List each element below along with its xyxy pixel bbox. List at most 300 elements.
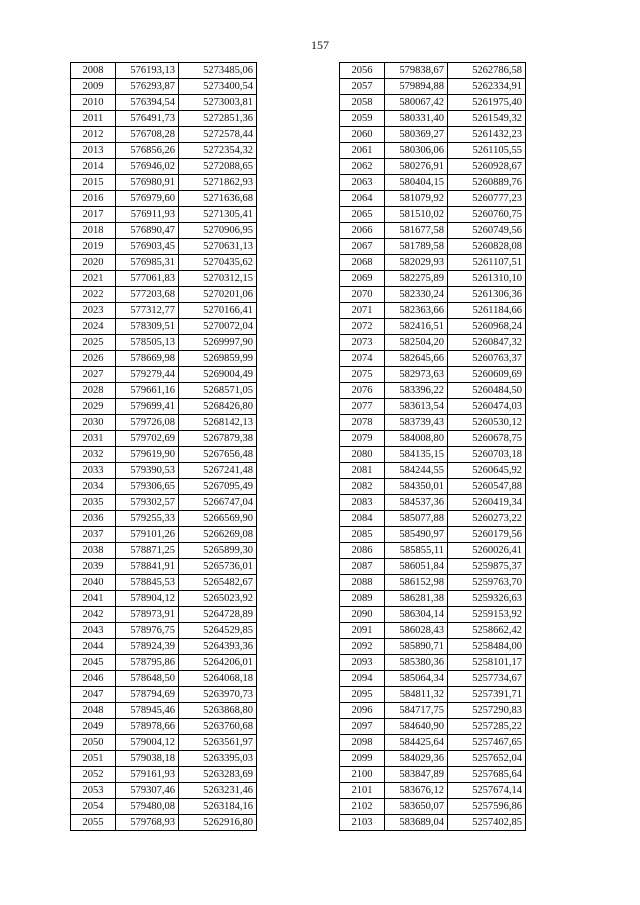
table-row — [340, 511, 526, 527]
x-coordinate-cell: 584135,15 — [385, 447, 448, 463]
coordinates-table-left — [70, 62, 257, 831]
y-coordinate-cell: 5270435,62 — [179, 255, 257, 271]
point-number-cell: 2014 — [71, 159, 116, 175]
x-coordinate-cell: 583739,43 — [385, 415, 448, 431]
table-row — [71, 559, 257, 575]
point-number-cell: 2055 — [71, 815, 116, 831]
point-number-cell: 2039 — [71, 559, 116, 575]
point-number-cell: 2076 — [340, 383, 385, 399]
y-coordinate-cell: 5257734,67 — [448, 671, 526, 687]
point-number-cell: 2015 — [71, 175, 116, 191]
y-coordinate-cell: 5260484,50 — [448, 383, 526, 399]
y-coordinate-cell: 5260530,12 — [448, 415, 526, 431]
point-number-cell: 2021 — [71, 271, 116, 287]
x-coordinate-cell: 580369,27 — [385, 127, 448, 143]
x-coordinate-cell: 578945,46 — [116, 703, 179, 719]
x-coordinate-cell: 580404,15 — [385, 175, 448, 191]
point-number-cell: 2031 — [71, 431, 116, 447]
x-coordinate-cell: 576911,93 — [116, 207, 179, 223]
y-coordinate-cell: 5263970,73 — [179, 687, 257, 703]
x-coordinate-cell: 576985,31 — [116, 255, 179, 271]
y-coordinate-cell: 5258484,00 — [448, 639, 526, 655]
x-coordinate-cell: 579702,69 — [116, 431, 179, 447]
point-number-cell: 2036 — [71, 511, 116, 527]
y-coordinate-cell: 5264206,01 — [179, 655, 257, 671]
point-number-cell: 2072 — [340, 319, 385, 335]
y-coordinate-cell: 5271862,93 — [179, 175, 257, 191]
x-coordinate-cell: 586028,43 — [385, 623, 448, 639]
point-number-cell: 2068 — [340, 255, 385, 271]
point-number-cell: 2079 — [340, 431, 385, 447]
y-coordinate-cell: 5266269,08 — [179, 527, 257, 543]
y-coordinate-cell: 5273485,06 — [179, 63, 257, 79]
y-coordinate-cell: 5263395,03 — [179, 751, 257, 767]
y-coordinate-cell: 5260179,56 — [448, 527, 526, 543]
x-coordinate-cell: 582645,66 — [385, 351, 448, 367]
point-number-cell: 2102 — [340, 799, 385, 815]
y-coordinate-cell: 5263231,46 — [179, 783, 257, 799]
x-coordinate-cell: 585855,11 — [385, 543, 448, 559]
y-coordinate-cell: 5260889,76 — [448, 175, 526, 191]
y-coordinate-cell: 5262786,58 — [448, 63, 526, 79]
table-row — [71, 367, 257, 383]
table-row — [340, 175, 526, 191]
y-coordinate-cell: 5263760,68 — [179, 719, 257, 735]
point-number-cell: 2093 — [340, 655, 385, 671]
table-row — [71, 671, 257, 687]
y-coordinate-cell: 5257285,22 — [448, 719, 526, 735]
y-coordinate-cell: 5260609,69 — [448, 367, 526, 383]
point-number-cell: 2053 — [71, 783, 116, 799]
x-coordinate-cell: 578973,91 — [116, 607, 179, 623]
y-coordinate-cell: 5257685,64 — [448, 767, 526, 783]
x-coordinate-cell: 586281,38 — [385, 591, 448, 607]
page-number: 157 — [311, 38, 329, 52]
x-coordinate-cell: 583847,89 — [385, 767, 448, 783]
x-coordinate-cell: 584350,01 — [385, 479, 448, 495]
point-number-cell: 2008 — [71, 63, 116, 79]
y-coordinate-cell: 5268426,80 — [179, 399, 257, 415]
table-row — [340, 367, 526, 383]
point-number-cell: 2028 — [71, 383, 116, 399]
x-coordinate-cell: 585490,97 — [385, 527, 448, 543]
table-row — [71, 79, 257, 95]
y-coordinate-cell: 5263283,69 — [179, 767, 257, 783]
y-coordinate-cell: 5270201,06 — [179, 287, 257, 303]
table-row — [71, 95, 257, 111]
x-coordinate-cell: 582275,89 — [385, 271, 448, 287]
table-row — [71, 127, 257, 143]
point-number-cell: 2019 — [71, 239, 116, 255]
point-number-cell: 2037 — [71, 527, 116, 543]
table-row — [340, 239, 526, 255]
table-row — [71, 623, 257, 639]
y-coordinate-cell: 5269004,49 — [179, 367, 257, 383]
point-number-cell: 2081 — [340, 463, 385, 479]
y-coordinate-cell: 5270312,15 — [179, 271, 257, 287]
y-coordinate-cell: 5260273,22 — [448, 511, 526, 527]
table-row — [340, 223, 526, 239]
point-number-cell: 2069 — [340, 271, 385, 287]
x-coordinate-cell: 580276,91 — [385, 159, 448, 175]
point-number-cell: 2052 — [71, 767, 116, 783]
x-coordinate-cell: 578795,86 — [116, 655, 179, 671]
x-coordinate-cell: 578648,50 — [116, 671, 179, 687]
y-coordinate-cell: 5260026,41 — [448, 543, 526, 559]
x-coordinate-cell: 581677,58 — [385, 223, 448, 239]
x-coordinate-cell: 578505,13 — [116, 335, 179, 351]
table-row — [340, 687, 526, 703]
table-row — [71, 399, 257, 415]
table-row — [71, 159, 257, 175]
x-coordinate-cell: 579004,12 — [116, 735, 179, 751]
point-number-cell: 2025 — [71, 335, 116, 351]
x-coordinate-cell: 584029,36 — [385, 751, 448, 767]
x-coordinate-cell: 578904,12 — [116, 591, 179, 607]
point-number-cell: 2047 — [71, 687, 116, 703]
x-coordinate-cell: 586051,84 — [385, 559, 448, 575]
point-number-cell: 2018 — [71, 223, 116, 239]
x-coordinate-cell: 583650,07 — [385, 799, 448, 815]
y-coordinate-cell: 5259763,70 — [448, 575, 526, 591]
point-number-cell: 2088 — [340, 575, 385, 591]
point-number-cell: 2066 — [340, 223, 385, 239]
x-coordinate-cell: 579302,57 — [116, 495, 179, 511]
y-coordinate-cell: 5257402,85 — [448, 815, 526, 831]
point-number-cell: 2062 — [340, 159, 385, 175]
x-coordinate-cell: 582330,24 — [385, 287, 448, 303]
point-number-cell: 2054 — [71, 799, 116, 815]
table-row — [71, 751, 257, 767]
x-coordinate-cell: 583396,22 — [385, 383, 448, 399]
point-number-cell: 2096 — [340, 703, 385, 719]
y-coordinate-cell: 5257674,14 — [448, 783, 526, 799]
x-coordinate-cell: 586152,98 — [385, 575, 448, 591]
x-coordinate-cell: 578845,53 — [116, 575, 179, 591]
y-coordinate-cell: 5260763,37 — [448, 351, 526, 367]
table-row — [71, 495, 257, 511]
x-coordinate-cell: 584008,80 — [385, 431, 448, 447]
table-row — [71, 799, 257, 815]
y-coordinate-cell: 5260928,67 — [448, 159, 526, 175]
x-coordinate-cell: 576394,54 — [116, 95, 179, 111]
x-coordinate-cell: 576856,26 — [116, 143, 179, 159]
y-coordinate-cell: 5271636,68 — [179, 191, 257, 207]
x-coordinate-cell: 576980,91 — [116, 175, 179, 191]
point-number-cell: 2020 — [71, 255, 116, 271]
x-coordinate-cell: 579480,08 — [116, 799, 179, 815]
x-coordinate-cell: 579390,53 — [116, 463, 179, 479]
x-coordinate-cell: 578309,51 — [116, 319, 179, 335]
y-coordinate-cell: 5264529,85 — [179, 623, 257, 639]
table-row — [340, 79, 526, 95]
y-coordinate-cell: 5260678,75 — [448, 431, 526, 447]
point-number-cell: 2051 — [71, 751, 116, 767]
y-coordinate-cell: 5257467,65 — [448, 735, 526, 751]
table-row — [71, 511, 257, 527]
table-row — [71, 191, 257, 207]
table-row — [71, 687, 257, 703]
point-number-cell: 2043 — [71, 623, 116, 639]
y-coordinate-cell: 5272354,32 — [179, 143, 257, 159]
table-row — [340, 207, 526, 223]
table-row — [340, 287, 526, 303]
point-number-cell: 2059 — [340, 111, 385, 127]
point-number-cell: 2050 — [71, 735, 116, 751]
x-coordinate-cell: 576193,13 — [116, 63, 179, 79]
y-coordinate-cell: 5264393,36 — [179, 639, 257, 655]
x-coordinate-cell: 578924,39 — [116, 639, 179, 655]
point-number-cell: 2092 — [340, 639, 385, 655]
table-row — [71, 351, 257, 367]
table-row — [340, 735, 526, 751]
y-coordinate-cell: 5261310,10 — [448, 271, 526, 287]
y-coordinate-cell: 5260828,08 — [448, 239, 526, 255]
x-coordinate-cell: 584811,32 — [385, 687, 448, 703]
point-number-cell: 2091 — [340, 623, 385, 639]
y-coordinate-cell: 5270072,04 — [179, 319, 257, 335]
x-coordinate-cell: 579768,93 — [116, 815, 179, 831]
table-row — [71, 783, 257, 799]
table-row — [71, 607, 257, 623]
coordinates-table-right-body — [340, 63, 526, 831]
x-coordinate-cell: 579279,44 — [116, 367, 179, 383]
point-number-cell: 2010 — [71, 95, 116, 111]
y-coordinate-cell: 5260968,24 — [448, 319, 526, 335]
point-number-cell: 2089 — [340, 591, 385, 607]
y-coordinate-cell: 5259326,63 — [448, 591, 526, 607]
point-number-cell: 2064 — [340, 191, 385, 207]
table-row — [71, 447, 257, 463]
point-number-cell: 2077 — [340, 399, 385, 415]
x-coordinate-cell: 580306,06 — [385, 143, 448, 159]
y-coordinate-cell: 5261105,55 — [448, 143, 526, 159]
y-coordinate-cell: 5270631,13 — [179, 239, 257, 255]
x-coordinate-cell: 585064,34 — [385, 671, 448, 687]
y-coordinate-cell: 5259153,92 — [448, 607, 526, 623]
y-coordinate-cell: 5269859,99 — [179, 351, 257, 367]
point-number-cell: 2045 — [71, 655, 116, 671]
point-number-cell: 2016 — [71, 191, 116, 207]
point-number-cell: 2024 — [71, 319, 116, 335]
point-number-cell: 2013 — [71, 143, 116, 159]
point-number-cell: 2074 — [340, 351, 385, 367]
point-number-cell: 2083 — [340, 495, 385, 511]
table-row — [340, 767, 526, 783]
table-row — [71, 271, 257, 287]
table-row — [71, 527, 257, 543]
point-number-cell: 2078 — [340, 415, 385, 431]
point-number-cell: 2048 — [71, 703, 116, 719]
coordinates-table-left-body — [71, 63, 257, 831]
point-number-cell: 2073 — [340, 335, 385, 351]
table-row — [340, 719, 526, 735]
point-number-cell: 2026 — [71, 351, 116, 367]
y-coordinate-cell: 5273400,54 — [179, 79, 257, 95]
point-number-cell: 2085 — [340, 527, 385, 543]
table-row — [340, 159, 526, 175]
x-coordinate-cell: 586304,14 — [385, 607, 448, 623]
y-coordinate-cell: 5266747,04 — [179, 495, 257, 511]
y-coordinate-cell: 5264068,18 — [179, 671, 257, 687]
table-row — [71, 335, 257, 351]
table-row — [71, 383, 257, 399]
y-coordinate-cell: 5268571,05 — [179, 383, 257, 399]
table-row — [340, 191, 526, 207]
y-coordinate-cell: 5257596,86 — [448, 799, 526, 815]
point-number-cell: 2060 — [340, 127, 385, 143]
point-number-cell: 2038 — [71, 543, 116, 559]
x-coordinate-cell: 579894,88 — [385, 79, 448, 95]
y-coordinate-cell: 5272851,36 — [179, 111, 257, 127]
x-coordinate-cell: 584244,55 — [385, 463, 448, 479]
table-row — [71, 431, 257, 447]
point-number-cell: 2049 — [71, 719, 116, 735]
table-row — [340, 575, 526, 591]
table-row — [340, 543, 526, 559]
table-row — [71, 703, 257, 719]
x-coordinate-cell: 581510,02 — [385, 207, 448, 223]
table-row — [340, 63, 526, 79]
y-coordinate-cell: 5260547,88 — [448, 479, 526, 495]
x-coordinate-cell: 582029,93 — [385, 255, 448, 271]
table-row — [71, 143, 257, 159]
point-number-cell: 2056 — [340, 63, 385, 79]
table-row — [71, 655, 257, 671]
table-row — [340, 143, 526, 159]
x-coordinate-cell: 583613,54 — [385, 399, 448, 415]
point-number-cell: 2012 — [71, 127, 116, 143]
point-number-cell: 2041 — [71, 591, 116, 607]
x-coordinate-cell: 578978,66 — [116, 719, 179, 735]
point-number-cell: 2029 — [71, 399, 116, 415]
x-coordinate-cell: 579726,08 — [116, 415, 179, 431]
y-coordinate-cell: 5257391,71 — [448, 687, 526, 703]
y-coordinate-cell: 5263184,16 — [179, 799, 257, 815]
y-coordinate-cell: 5269997,90 — [179, 335, 257, 351]
point-number-cell: 2040 — [71, 575, 116, 591]
point-number-cell: 2065 — [340, 207, 385, 223]
x-coordinate-cell: 577203,68 — [116, 287, 179, 303]
x-coordinate-cell: 578794,69 — [116, 687, 179, 703]
point-number-cell: 2075 — [340, 367, 385, 383]
y-coordinate-cell: 5260645,92 — [448, 463, 526, 479]
x-coordinate-cell: 576491,73 — [116, 111, 179, 127]
x-coordinate-cell: 581789,58 — [385, 239, 448, 255]
table-row — [340, 479, 526, 495]
table-row — [71, 479, 257, 495]
x-coordinate-cell: 579306,65 — [116, 479, 179, 495]
x-coordinate-cell: 585077,88 — [385, 511, 448, 527]
table-row — [71, 815, 257, 831]
y-coordinate-cell: 5268142,13 — [179, 415, 257, 431]
y-coordinate-cell: 5261107,51 — [448, 255, 526, 271]
table-row — [340, 559, 526, 575]
x-coordinate-cell: 577061,83 — [116, 271, 179, 287]
point-number-cell: 2058 — [340, 95, 385, 111]
y-coordinate-cell: 5265023,92 — [179, 591, 257, 607]
x-coordinate-cell: 579838,67 — [385, 63, 448, 79]
table-row — [71, 239, 257, 255]
point-number-cell: 2030 — [71, 415, 116, 431]
table-row — [340, 383, 526, 399]
y-coordinate-cell: 5266569,90 — [179, 511, 257, 527]
table-row — [71, 767, 257, 783]
y-coordinate-cell: 5260749,56 — [448, 223, 526, 239]
x-coordinate-cell: 582504,20 — [385, 335, 448, 351]
point-number-cell: 2063 — [340, 175, 385, 191]
table-row — [71, 175, 257, 191]
table-row — [71, 223, 257, 239]
x-coordinate-cell: 578669,98 — [116, 351, 179, 367]
point-number-cell: 2101 — [340, 783, 385, 799]
table-row — [340, 95, 526, 111]
y-coordinate-cell: 5267095,49 — [179, 479, 257, 495]
y-coordinate-cell: 5260760,75 — [448, 207, 526, 223]
point-number-cell: 2057 — [340, 79, 385, 95]
point-number-cell: 2017 — [71, 207, 116, 223]
table-row — [340, 623, 526, 639]
point-number-cell: 2095 — [340, 687, 385, 703]
y-coordinate-cell: 5263868,80 — [179, 703, 257, 719]
x-coordinate-cell: 585380,36 — [385, 655, 448, 671]
table-row — [340, 591, 526, 607]
table-row — [71, 415, 257, 431]
table-row — [340, 815, 526, 831]
point-number-cell: 2042 — [71, 607, 116, 623]
point-number-cell: 2100 — [340, 767, 385, 783]
point-number-cell: 2032 — [71, 447, 116, 463]
x-coordinate-cell: 579699,41 — [116, 399, 179, 415]
y-coordinate-cell: 5262916,80 — [179, 815, 257, 831]
table-row — [340, 351, 526, 367]
table-row — [340, 255, 526, 271]
point-number-cell: 2084 — [340, 511, 385, 527]
table-row — [71, 319, 257, 335]
table-row — [340, 319, 526, 335]
y-coordinate-cell: 5259875,37 — [448, 559, 526, 575]
x-coordinate-cell: 579161,93 — [116, 767, 179, 783]
x-coordinate-cell: 582416,51 — [385, 319, 448, 335]
x-coordinate-cell: 578976,75 — [116, 623, 179, 639]
x-coordinate-cell: 585890,71 — [385, 639, 448, 655]
table-row — [71, 207, 257, 223]
table-row — [340, 447, 526, 463]
x-coordinate-cell: 584425,64 — [385, 735, 448, 751]
y-coordinate-cell: 5267241,48 — [179, 463, 257, 479]
point-number-cell: 2103 — [340, 815, 385, 831]
table-row — [71, 575, 257, 591]
y-coordinate-cell: 5260847,32 — [448, 335, 526, 351]
y-coordinate-cell: 5258101,17 — [448, 655, 526, 671]
x-coordinate-cell: 579661,16 — [116, 383, 179, 399]
point-number-cell: 2071 — [340, 303, 385, 319]
x-coordinate-cell: 576946,02 — [116, 159, 179, 175]
point-number-cell: 2023 — [71, 303, 116, 319]
point-number-cell: 2022 — [71, 287, 116, 303]
x-coordinate-cell: 579255,33 — [116, 511, 179, 527]
table-row — [71, 719, 257, 735]
y-coordinate-cell: 5260419,34 — [448, 495, 526, 511]
table-row — [340, 639, 526, 655]
table-row — [340, 527, 526, 543]
y-coordinate-cell: 5272578,44 — [179, 127, 257, 143]
table-row — [340, 463, 526, 479]
x-coordinate-cell: 581079,92 — [385, 191, 448, 207]
table-row — [71, 543, 257, 559]
y-coordinate-cell: 5267656,48 — [179, 447, 257, 463]
table-row — [340, 303, 526, 319]
